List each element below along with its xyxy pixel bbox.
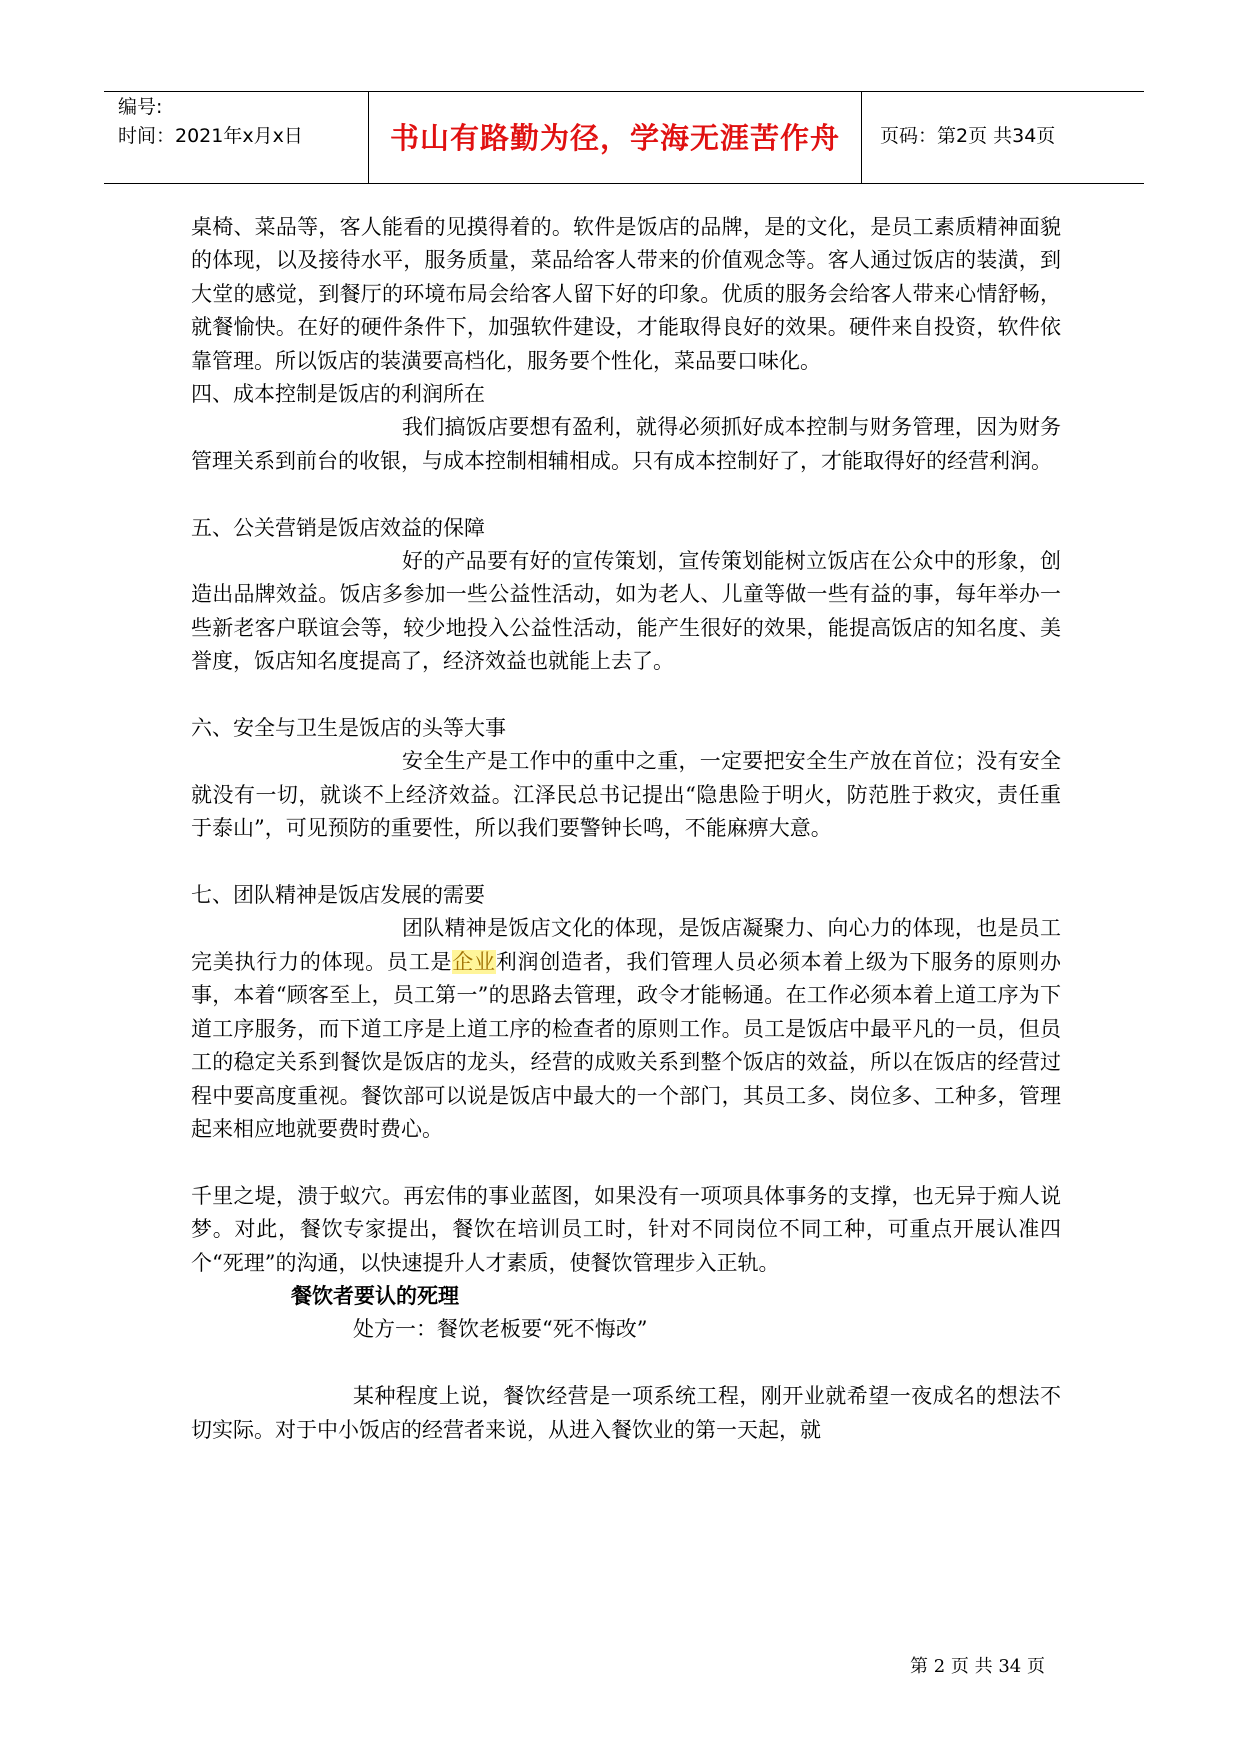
page-footer: 第 2 页 共 34 页 xyxy=(910,1656,1045,1677)
header-bottom-rule xyxy=(104,183,1144,184)
highlighted-word: 企业 xyxy=(452,949,496,974)
paragraph-intro-rules: 千里之堤，溃于蚁穴。再宏伟的事业蓝图，如果没有一项项具体事务的支撑，也无异于痴人说梦。对此，餐饮专家提出，餐饮在培训员工时，针对不同岗位不同工种，可重点开展认准四个“死理”的沟通，以快速提升人才素质，使餐饮管理步入正轨。 xyxy=(191,1183,1061,1275)
team-text-a: 团队精神是饭店文化的体现，是饭店凝聚力、向心力的体现，也是员工完美执行力的体现。员工是 xyxy=(191,916,1061,974)
section-heading-4: 四、成本控制是饭店的利润所在 xyxy=(191,382,485,407)
document-body xyxy=(191,211,1061,1447)
paragraph-hardware-software: 桌椅、菜品等，客人能看的见摸得着的。软件是饭店的品牌，是的文化，是员工素质精神面貌的体现，以及接待水平，服务质量，菜品给客人带来的价值观念等。客人通过饭店的装潢，到大堂的感觉，到餐厅的环境布局会给客人留下好的印象。优质的服务会给客人带来心情舒畅，就餐愉快。在好的硬件条件下，加强软件建设，才能取得良好的效果。硬件来自投资，软件依靠管理。所以饭店的装潢要高档化，服务要个性化，菜品要口味化。 xyxy=(191,215,1061,373)
team-text-b: 利润创造者，我们管理人员必须本着上级为下服务的原则办事，本着“顾客至上，员工第一”的思路去管理，政令才能畅通。在工作必须本着上道工序为下道工序服务，而下道工序是上道工序的检查者的原则工作。员工是饭店中最平凡的一员，但员工的稳定关系到餐饮是饭店的龙头，经营的成败关系到整个饭店的效益，所以在饭店的经营过程中要高度重视。餐饮部可以说是饭店中最大的一个部门，其员工多、岗位多、工种多，管理起来相应地就要费时费心。 xyxy=(191,949,1062,1141)
doc-time-label: 时间：2021年x月x日 xyxy=(118,125,303,147)
page-header xyxy=(104,91,1144,184)
header-top-rule xyxy=(104,91,1144,92)
header-divider-right xyxy=(861,91,862,184)
header-motto: 书山有路勤为径，学海无涯苦作舟 xyxy=(389,121,840,155)
subheading-rules: 餐饮者要认的死理 xyxy=(291,1283,459,1308)
paragraph-team-spirit xyxy=(191,912,1061,1146)
section-heading-7: 七、团队精神是饭店发展的需要 xyxy=(191,883,485,908)
section-heading-6: 六、安全与卫生是饭店的头等大事 xyxy=(191,716,506,741)
prescription-one: 处方一：餐饮老板要“死不悔改” xyxy=(353,1317,648,1342)
paragraph-cost-control: 我们搞饭店要想有盈利，就得必须抓好成本控制与财务管理，因为财务管理关系到前台的收银，与成本控制相辅相成。只有成本控制好了，才能取得好的经营利润。 xyxy=(191,415,1061,473)
doc-number-label: 编号: xyxy=(118,96,163,118)
paragraph-pr-marketing: 好的产品要有好的宣传策划，宣传策划能树立饭店在公众中的形象，创造出品牌效益。饭店多参加一些公益性活动，如为老人、儿童等做一些有益的事，每年举办一些新老客户联谊会等，较少地投入公益性活动，能产生很好的效果，能提高饭店的知名度、美誉度，饭店知名度提高了，经济效益也就能上去了。 xyxy=(191,549,1061,674)
paragraph-safety: 安全生产是工作中的重中之重，一定要把安全生产放在首位；没有安全就没有一切，就谈不上经济效益。江泽民总书记提出“隐患险于明火，防范胜于救灾，责任重于泰山”，可见预防的重要性，所以我们要警钟长鸣，不能麻痹大意。 xyxy=(191,749,1061,841)
header-page-label: 页码：第2页 共34页 xyxy=(880,125,1056,147)
header-meta xyxy=(118,93,303,151)
section-heading-5: 五、公关营销是饭店效益的保障 xyxy=(191,515,485,540)
paragraph-system-engineering: 某种程度上说，餐饮经营是一项系统工程，刚开业就希望一夜成名的想法不切实际。对于中小饭店的经营者来说，从进入餐饮业的第一天起，就 xyxy=(191,1384,1061,1442)
